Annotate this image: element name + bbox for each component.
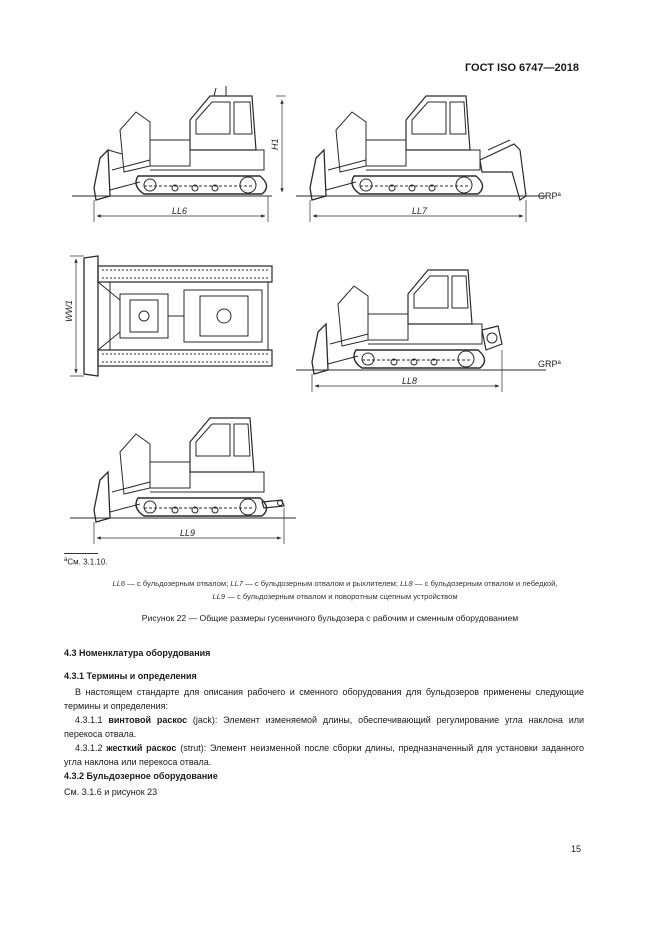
term-jack: винтовой раскос: [108, 715, 188, 725]
term-strut: жесткий раскос: [106, 743, 177, 753]
figure-legend: [80, 577, 590, 603]
legend-ll8-label: LL8: [400, 579, 413, 588]
legend-ll8-text: — с бульдозерным отвалом и лебедкой,: [412, 579, 558, 588]
legend-ll6-label: LL6: [112, 579, 126, 588]
term-jack-paragraph: 4.3.1.1 винтовой раскос (jack): Элемент изменяемой длины, обеспечивающий регулирование угла наклона или перекоса отвала.: [64, 715, 585, 739]
reference-paragraph: См. 3.1.6 и рисунок 23: [64, 787, 158, 797]
legend-ll7-text: — с бульдозерным отвалом и рыхлителем;: [243, 579, 401, 588]
legend-ll7-label: LL7: [230, 579, 244, 588]
page-number: 15: [571, 844, 582, 854]
ll7-label: LL7: [412, 206, 428, 216]
ll6-label: LL6: [172, 206, 188, 216]
grp-label-1: GRP$^a$: [538, 191, 561, 201]
view-ll8-side: [296, 270, 562, 392]
intro-paragraph: В настоящем стандарте для описания рабочего и сменного оборудования для бульдозеров применены следующие термины и определения:: [64, 687, 584, 711]
legend-ll9-label: LL9: [212, 592, 226, 601]
view-ll7-side: [296, 96, 562, 222]
ll8-label: LL8: [402, 376, 418, 386]
section-4-3-1-heading: 4.3.1 Термины и определения: [64, 671, 197, 681]
view-ww1-top: [64, 256, 272, 376]
section-4-3-2-heading: 4.3.2 Бульдозерное оборудование: [64, 771, 218, 781]
footnote-separator: [64, 553, 98, 554]
figure-caption: Рисунок 22 — Общие размеры гусеничного бульдозера с рабочим и сменным оборудованием: [141, 613, 519, 623]
term-strut-paragraph: 4.3.1.2 жесткий раскос (strut): Элемент неизменной после сборки длины, предназначенный для установки заданного угла наклона или перекоса отвала.: [64, 743, 584, 767]
view-ll6-side: [72, 86, 286, 222]
view-ll9-side: [70, 418, 296, 544]
h1-label: H1: [270, 138, 280, 150]
standard-header: ГОСТ ISO 6747—2018: [464, 62, 579, 74]
footnote: $^a$См. 3.1.10.: [64, 557, 108, 567]
ll9-label: LL9: [180, 528, 196, 538]
legend-ll6-text: — с бульдозерным отвалом;: [125, 579, 231, 588]
ww1-label: WW1: [64, 300, 74, 322]
section-4-3-heading: 4.3 Номенклатура оборудования: [64, 648, 211, 658]
legend-ll9-text: — с бульдозерным отвалом и поворотным сцепным устройством: [225, 592, 458, 601]
grp-label-2: GRP$^a$: [538, 359, 561, 369]
